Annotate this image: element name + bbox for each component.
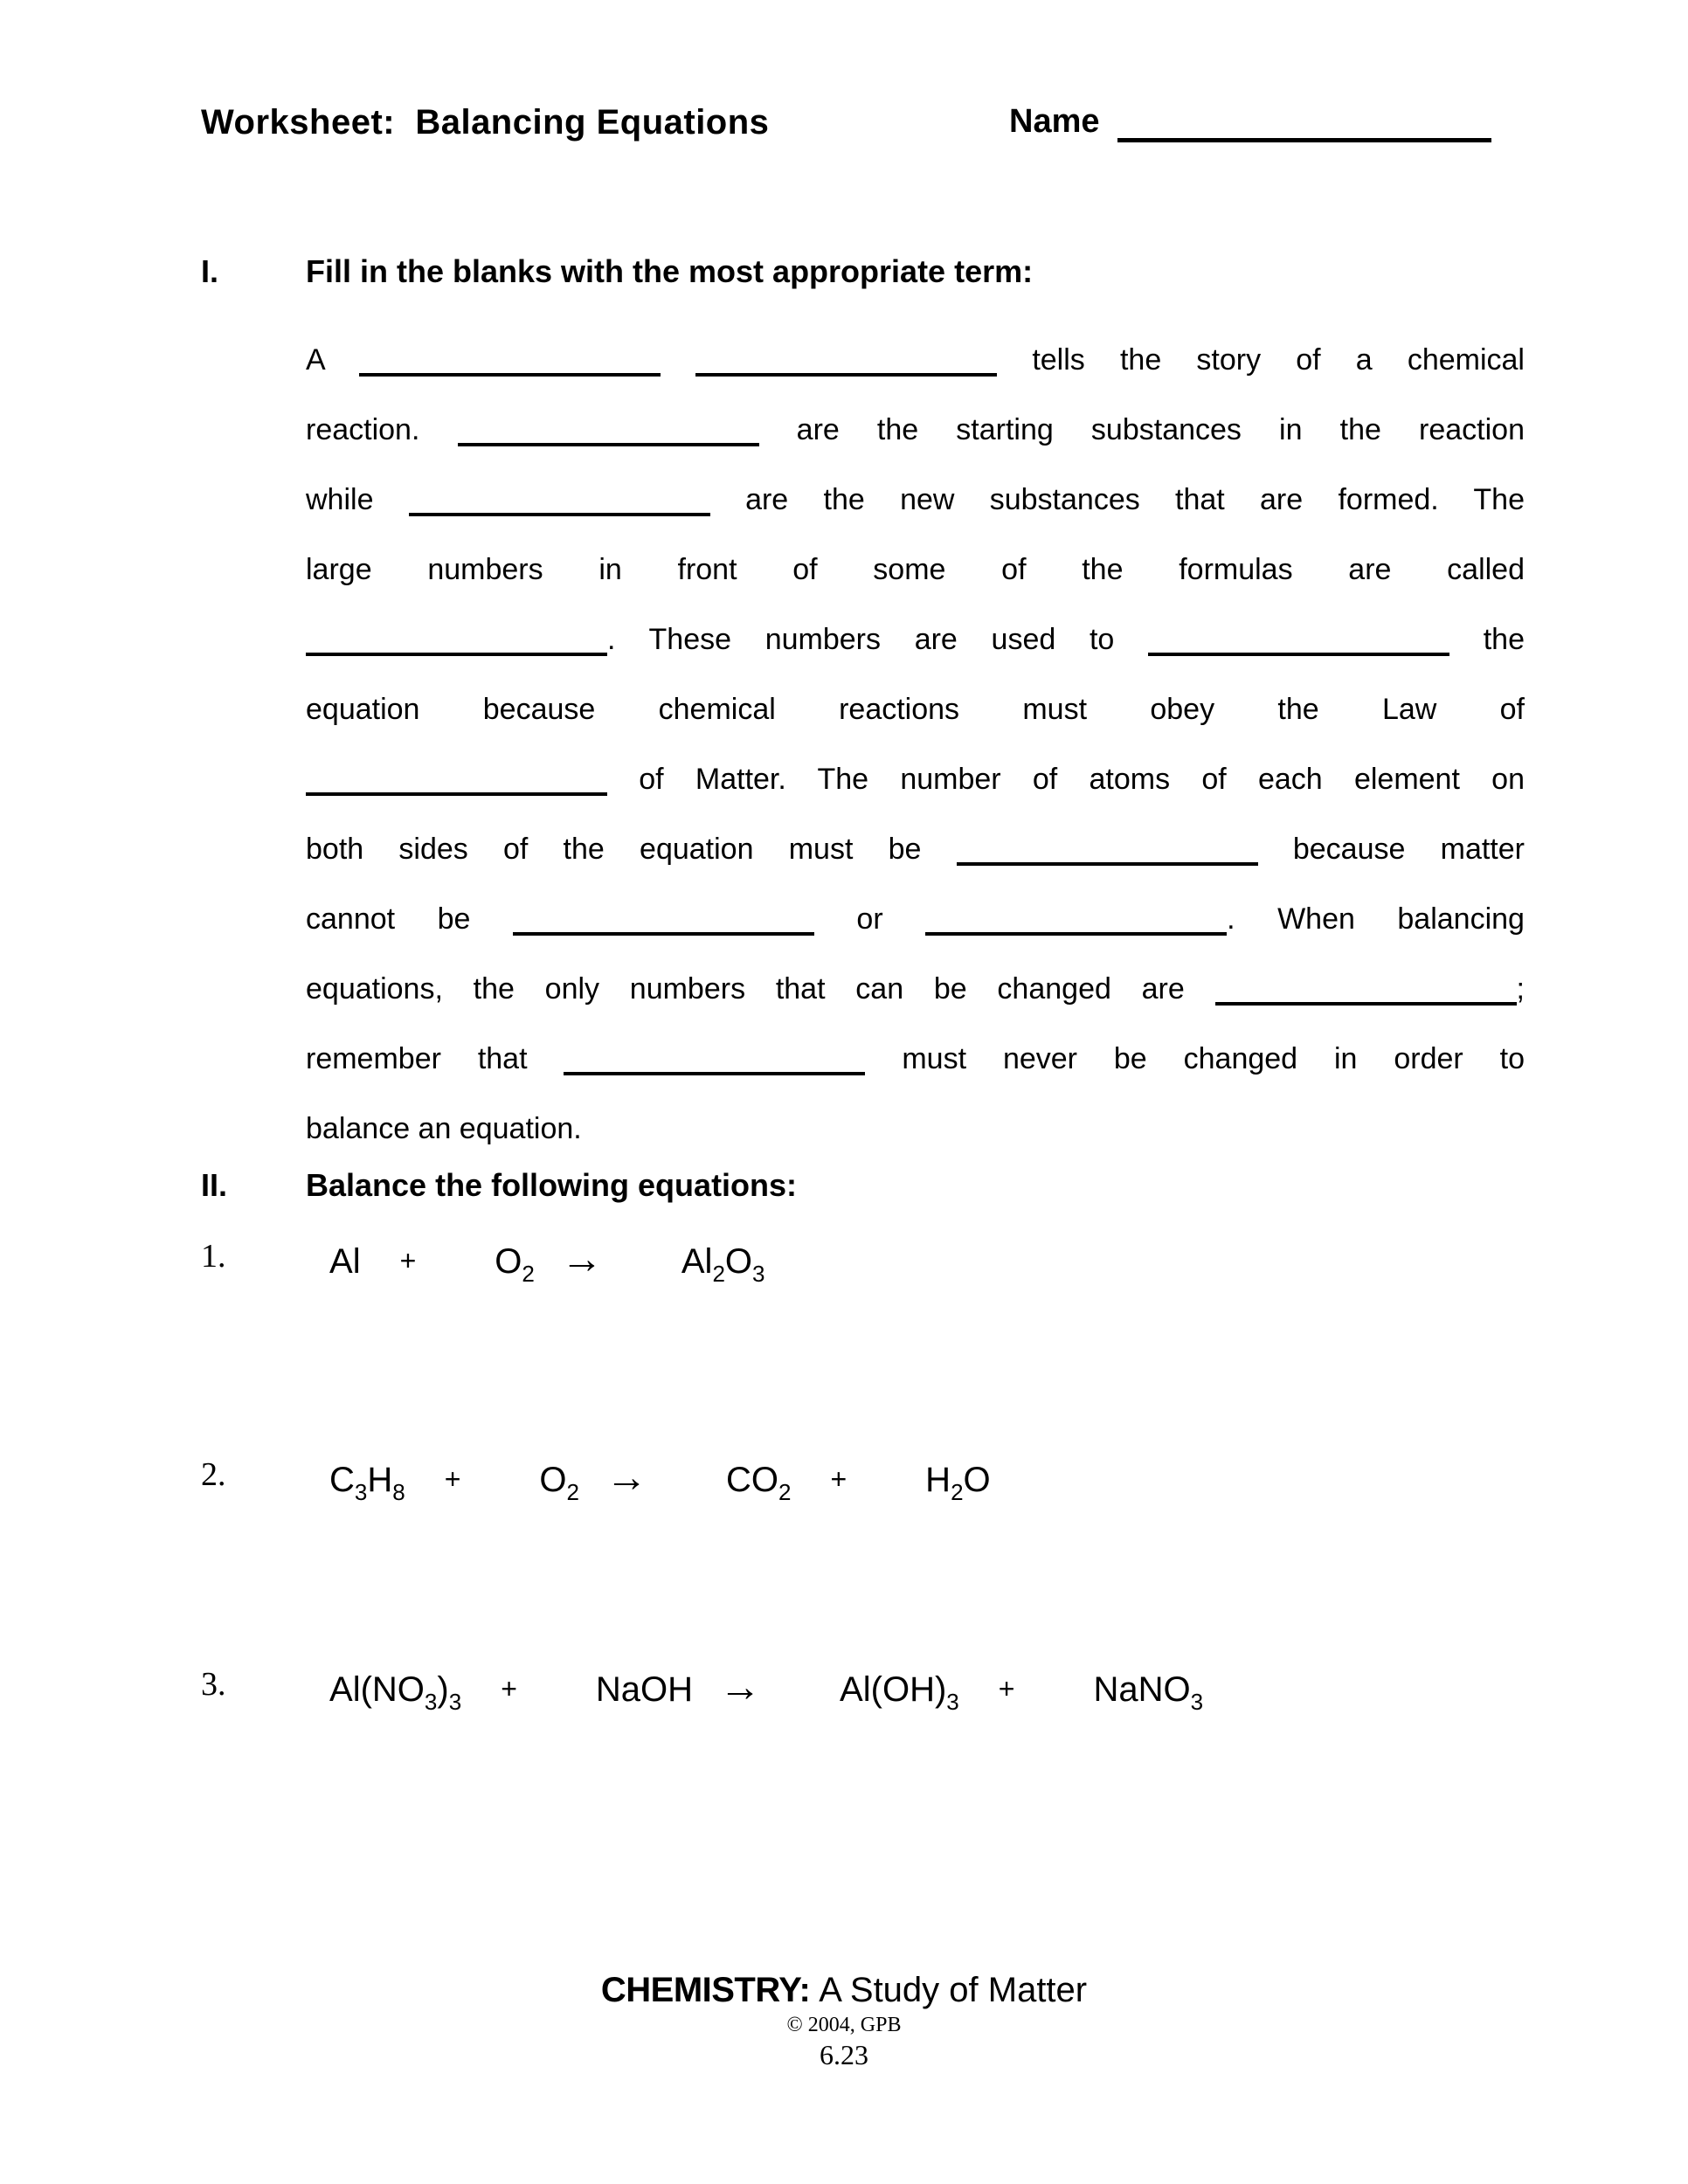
paragraph-line: large numbers in front of some of the formulas are called: [306, 553, 1525, 586]
plus-operator: +: [998, 1673, 1015, 1704]
chemical-formula: NaNO$_3$: [1093, 1670, 1204, 1715]
subscript: 2: [951, 1479, 964, 1505]
footer-brand-bold: CHEMISTRY:: [600, 1971, 811, 2009]
section-1-numeral: I.: [201, 253, 219, 289]
paragraph-line: . These numbers are used to the: [306, 605, 1525, 674]
equation-number: 3.: [201, 1666, 226, 1703]
fill-in-blank-line: [957, 841, 1258, 866]
plus-operator: +: [399, 1245, 417, 1276]
fill-in-blank-line: [1148, 632, 1449, 656]
chemical-formula: Al: [329, 1242, 361, 1281]
equation-expression: [329, 1664, 1204, 1715]
footer-brand-rest: A Study of Matter: [819, 1971, 1088, 2009]
equation-expression: [329, 1236, 765, 1287]
arrow-icon: →: [560, 1236, 603, 1282]
subscript: 8: [392, 1479, 405, 1505]
fill-in-blank-line: [925, 911, 1227, 936]
subscript: 2: [778, 1479, 792, 1505]
plus-operator: +: [501, 1673, 517, 1704]
section-1-heading-text: Fill in the blanks with the most appropriate term:: [306, 253, 1034, 289]
chemical-formula: $Al(NO_3)_3$: [329, 1670, 462, 1715]
subscript: 3: [354, 1479, 368, 1505]
paragraph-line: equation because chemical reactions must obey the Law of: [306, 693, 1525, 726]
chemical-formula: NaOH: [595, 1670, 694, 1709]
paragraph-line: cannot be or . When balancing: [306, 902, 1525, 936]
section-2-numeral: II.: [201, 1167, 228, 1203]
fill-in-paragraph: [306, 325, 1525, 1164]
arrow-icon: →: [719, 1664, 762, 1711]
fill-in-blank-line: [306, 632, 607, 656]
fill-in-blank-line: [409, 492, 710, 516]
equation-row: [0, 1663, 1688, 1715]
subscript: 3: [448, 1689, 462, 1715]
equations-list: [0, 1235, 1688, 1715]
chemical-formula: $C_3H_8$: [329, 1461, 405, 1505]
fill-in-blank-line: [1215, 981, 1517, 1006]
arrow-icon: →: [605, 1455, 647, 1501]
fill-in-blank-line: [564, 1051, 865, 1075]
chemical-formula: $O_2$: [539, 1461, 579, 1505]
chemical-formula: $Al(OH)_3$: [840, 1670, 959, 1715]
paragraph-line: both sides of the equation must be because matter: [306, 833, 1525, 866]
subscript: 3: [1190, 1689, 1204, 1715]
paragraph-line: reaction. are the starting substances in the reaction: [306, 413, 1525, 446]
paragraph-line: remember that must never be changed in order to: [306, 1042, 1525, 1075]
footer-brand: [0, 1971, 1688, 2009]
fill-in-blank-line: [359, 352, 661, 377]
equation-row: [0, 1454, 1688, 1505]
chemical-formula: $Al_2O_3$: [681, 1242, 765, 1287]
equation-expression: [329, 1455, 991, 1505]
subscript: 2: [522, 1261, 535, 1287]
page-footer: [0, 1971, 1688, 2070]
paragraph-line: equations, the only numbers that can be changed are ;: [306, 972, 1525, 1006]
equation-number: 2.: [201, 1456, 226, 1493]
paragraph-line: of Matter. The number of atoms of each element on: [306, 744, 1525, 814]
plus-operator: +: [830, 1463, 847, 1495]
paragraph-line: A tells the story of a chemical: [306, 343, 1525, 377]
subscript: 3: [424, 1689, 438, 1715]
subscript: 3: [946, 1689, 959, 1715]
fill-in-blank-line: [513, 911, 814, 936]
equation-number: 1.: [201, 1238, 226, 1275]
footer-copyright: © 2004, GPB: [786, 2014, 902, 2036]
plus-operator: +: [444, 1463, 461, 1495]
fill-in-blank-line: [306, 771, 607, 796]
name-blank-line: [1117, 129, 1491, 142]
section-2-heading-text: Balance the following equations:: [306, 1167, 798, 1203]
chemical-formula: $H_2O$: [925, 1461, 991, 1505]
name-field: [1009, 103, 1491, 141]
page-title: Worksheet: Balancing Equations: [201, 103, 770, 142]
chemical-formula: $O_2$: [495, 1242, 535, 1287]
chemical-formula: $CO_2$: [726, 1461, 792, 1505]
fill-in-blank-line: [695, 352, 997, 377]
subscript: 2: [712, 1261, 725, 1287]
name-label: Name: [1009, 103, 1100, 140]
paragraph-line: while are the new substances that are formed. The: [306, 483, 1525, 516]
equation-row: [0, 1235, 1688, 1287]
footer-page-number: 6.23: [820, 2039, 868, 2070]
subscript: 2: [566, 1479, 579, 1505]
fill-in-blank-line: [458, 422, 759, 446]
paragraph-line: balance an equation.: [306, 1112, 582, 1145]
subscript: 3: [752, 1261, 765, 1287]
